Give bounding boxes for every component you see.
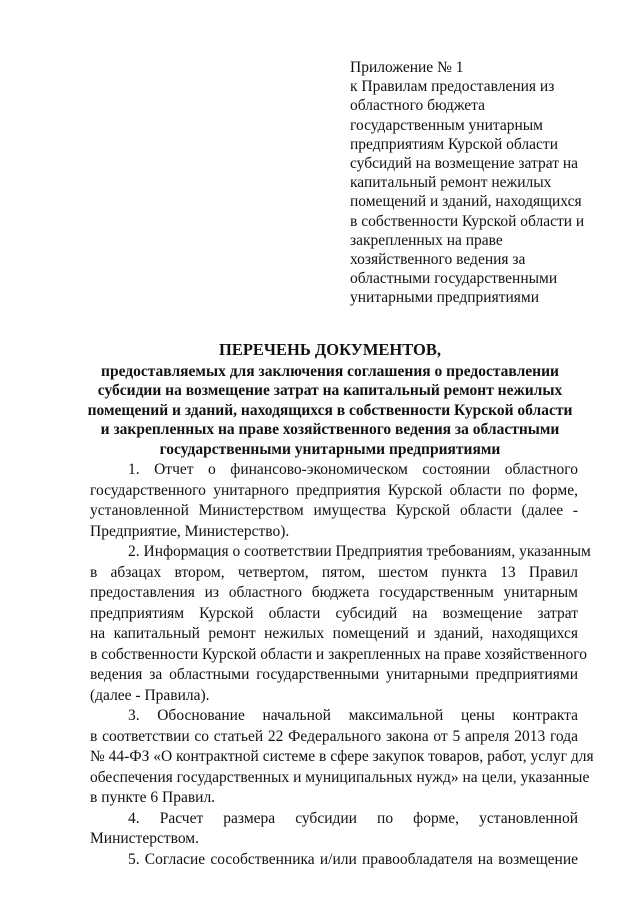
appendix-line: закрепленных на праве [350,231,503,249]
appendix-line: унитарными предприятиями [350,289,539,307]
item-2-line: ведения за областными государственными унитарными предприятиями [90,666,578,683]
item-3-line: обеспечения государственных и муниципальных нужд» на цели, указанные [90,768,590,786]
item-2-line: в абзацах втором, четвертом, пятом, шестом пункта 13 Правил [90,563,578,581]
document-subtitle [80,362,580,459]
appendix-line: капитальный ремонт нежилых [350,174,552,192]
item-2-line: на капитальный ремонт нежилых помещений и зданий, находящихся [90,625,578,642]
item-1-line: 1. Отчет о финансово-экономическом состоянии областного [128,461,578,478]
item-3-line: в пункте 6 Правил. [90,789,216,806]
item-3-line: № 44-ФЗ «О контрактной системе в сфере закупок товаров, работ, услуг для [90,748,594,765]
item-2-line: в собственности Курской области и закрепленных на праве хозяйственного [90,645,588,663]
appendix-line: к Правилам предоставления из [350,78,555,96]
appendix-header [350,58,600,308]
item-4-line: Министерством. [90,830,199,847]
item-5-line: 5. Согласие сособственника и/или правообладателя на возмещение [128,850,578,868]
item-3-line: в соответствии со статьей 22 Федерального закона от 5 апреля 2013 года [90,727,578,745]
appendix-line: хозяйственного ведения за [350,251,526,269]
item-1-line: Предприятие, Министерство). [90,522,290,540]
appendix-line: помещений и зданий, находящихся [350,193,582,211]
appendix-line: предприятиям Курской области [350,135,558,153]
document-body [90,460,594,870]
appendix-line: государственным унитарным [350,116,543,134]
item-2-line: предприятиям Курской области субсидий на возмещение затрат [90,604,578,622]
appendix-line: в собственности Курской области и [350,212,585,230]
subtitle-line: государственными унитарными предприятиями [159,440,501,458]
subtitle-line: помещений и зданий, находящихся в собственности Курской области [87,401,573,419]
item-2-line: 2. Информация о соответствии Предприятия требованиям, указанным [128,543,591,560]
item-3-line: 3. Обоснование начальной максимальной цены контракта [128,707,578,724]
appendix-line: областными государственными [350,270,558,288]
subtitle-line: предоставляемых для заключения соглашения о предоставлении [101,363,559,380]
subtitle-line: субсидии на возмещение затрат на капитальный ремонт нежилых [97,382,563,400]
subtitle-line: и закрепленных на праве хозяйственного ведения за областными [100,421,560,439]
item-2-line: (далее - Правила). [90,686,210,704]
item-1-line: государственного унитарного предприятия Курской области по форме, [90,481,578,499]
item-1-line: установленной Министерством имущества Курской области (далее - [90,502,578,519]
appendix-line: областного бюджета [350,97,485,115]
document-title: ПЕРЕЧЕНЬ ДОКУМЕНТОВ, [218,340,441,359]
item-2-line: предоставления из областного бюджета государственным унитарным [90,584,578,601]
appendix-line: Приложение № 1 [350,59,464,76]
appendix-line: субсидий на возмещение затрат на [350,155,579,173]
item-4-line: 4. Расчет размера субсидии по форме, установленной [128,809,578,827]
document-title-block [80,340,580,459]
